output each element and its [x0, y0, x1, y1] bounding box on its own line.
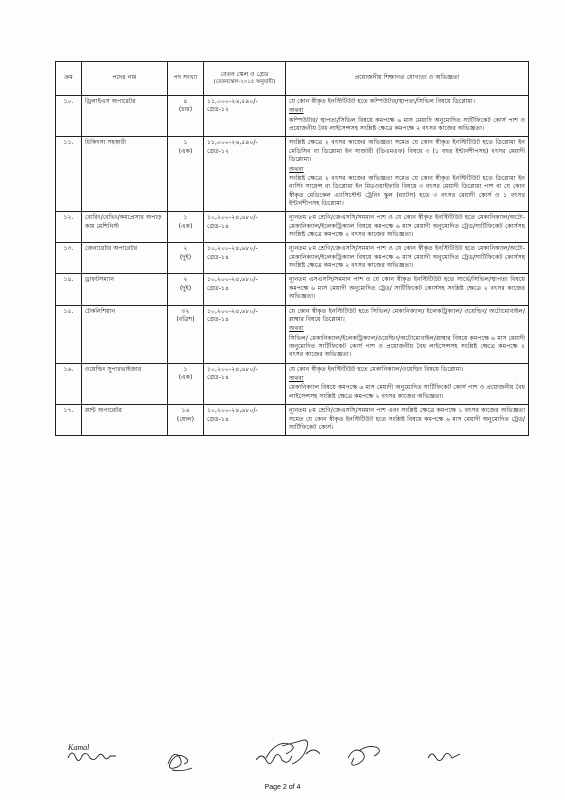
post-count-cell-line: ৩২	[181, 307, 190, 315]
post-name-cell-line: প্লান্ট অপারেটর	[85, 407, 122, 415]
signature-1-name: Kamal	[68, 743, 90, 752]
post-name-cell	[82, 274, 168, 305]
requirement-paragraph: কম্পিউটার/ স্থাপত্য/সিভিল বিষয়ে কমপক্ষে ৬ মাস মেয়াদি অনুমোদিত সার্টিফিকেট কোর্স পাশ ও প্রয়োজনীয় বৈধ লাইসেন্সসহ সংশ্লিষ্ট ক্ষেত্রে কমপক্ষে ২ বৎসর কাজের অভিজ্ঞতা।	[289, 116, 525, 133]
signature-strip	[60, 736, 540, 776]
page-number: Page 2 of 4	[264, 784, 301, 791]
header-post-count: পদ সংখ্যা	[168, 62, 204, 96]
header-requirements: প্রয়োজনীয় শিক্ষাগত যোগ্যতা ও অভিজ্ঞতা	[286, 62, 529, 96]
requirement-paragraph: অথবা	[289, 375, 304, 383]
header-post-name: পদের নাম	[82, 62, 168, 96]
pay-scale-cell	[204, 212, 286, 243]
post-name-cell	[82, 405, 168, 436]
pay-scale-cell-line: গ্রেড-১৪	[207, 284, 229, 292]
serial-cell	[56, 96, 82, 137]
requirement-paragraph: সিভিল/ মেকানিক্যাল/ইলেকট্রিক্যাল/ওয়েল্ডিং/অটোমোবাইল/প্লাম্বার বিষয়ে কমপক্ষে ৬ মাস মেয়াদী অনুমোদিত সার্টিফিকেট কোর্স পাশ ও প্রয়োজনীয় বৈধ লাইসেন্সসহ সংশ্লিষ্ট ক্ষেত্রে কমপক্ষে ২ বৎসর কাজের অভিজ্ঞতা।	[289, 334, 525, 359]
requirement-paragraph: যে কোন স্বীকৃত ইনস্টিটিউট হতে কম্পিউটার/স্থাপত্য/সিভিল বিষয়ে ডিপ্লোমা।	[289, 98, 475, 105]
qualification-table	[55, 61, 529, 436]
pay-scale-cell	[204, 305, 286, 363]
header-pay-scale-sub: (বেতনস্কেল-২০১৫ অনুযায়ী)	[213, 79, 276, 86]
table-row	[56, 305, 529, 363]
post-count-cell-line: (ষোল)	[176, 415, 195, 423]
requirement-paragraph: ন্যূনতম ৮ম শ্রেণি/জেএসসি/সমমান পাশ ও যে কোন স্বীকৃত ইনস্টিটিউট হতে মেকানিক্যাল/অটো-মেকানিক্যাল/ইলেকট্রিক্যাল বিষয়ে কমপক্ষে ৬ মাস মেয়াদী অনুমোদিত ট্রেড/সার্টিফিকেট কোর্সসহ সংশ্লিষ্ট ক্ষেত্রে কমপক্ষে ২ বৎসর কাজের অভিজ্ঞতা।	[289, 245, 525, 270]
post-name-cell-line: ড্রাফটসম্যান	[85, 276, 115, 284]
requirement-cell	[286, 96, 529, 137]
requirement-cell	[286, 305, 529, 363]
signature-4	[348, 746, 379, 765]
pay-scale-cell-line: ১০,২০০-২৪,৬৮০/-	[207, 214, 258, 222]
pay-scale-cell-line: ১০,২০০-২৪,৬৮০/-	[207, 307, 258, 315]
serial-cell	[56, 137, 82, 212]
serial-cell	[56, 305, 82, 363]
post-count-cell-line: (এক)	[178, 374, 193, 382]
post-count-cell-line: (বত্রিশ)	[176, 315, 195, 323]
post-name-cell-line: ড্রিলাইএস অপারেটর	[85, 98, 136, 105]
post-count-cell-line: ৪	[183, 98, 188, 105]
post-name-cell-line: ওয়েল্ডিং সুপারভাইজার	[85, 365, 142, 373]
post-name-cell	[82, 96, 168, 137]
post-name-cell	[82, 363, 168, 404]
header-serial: ক্রম	[56, 62, 82, 96]
pay-scale-cell-line: গ্রেড-১৪	[207, 374, 229, 382]
pay-scale-cell-line: গ্রেড-১২	[207, 147, 229, 155]
requirement-cell	[286, 363, 529, 404]
requirement-paragraph: সংশ্লিষ্ট ক্ষেত্রে ২ বৎসর কাজের অভিজ্ঞতা সমেত যে কোন স্বীকৃত ইনস্টিটিউট হতে ডিপ্লোমা ইন মেডিসিন বা ডিপ্লোমা ইন সার্জারী (ডিএমএফ) বিষয়ে ৩ (১ বছর ইন্টার্নশীপসহ) বৎসর মেয়াদী ডিপ্লোমা।	[289, 139, 525, 164]
serial-cell-line: ১০.	[63, 98, 74, 105]
pay-scale-cell	[204, 243, 286, 274]
requirement-paragraph: যে কোন স্বীকৃত ইনস্টিটিউট হতে মেকানিক্যাল/ওয়েল্ডিং বিষয়ে ডিপ্লোমা।	[289, 365, 464, 373]
pay-scale-cell-line: ১০,২০০-২৪,৬৮০/-	[207, 276, 258, 284]
serial-cell	[56, 274, 82, 305]
post-count-cell-line: (দুই)	[179, 253, 192, 261]
requirement-cell	[286, 274, 529, 305]
pay-scale-cell-line: গ্রেড-১৪	[207, 415, 229, 423]
table-row	[56, 212, 529, 243]
post-count-cell	[168, 137, 204, 212]
serial-cell-line: ১২.	[63, 214, 74, 222]
post-name-cell-line: চিকিৎসা সহকারী	[85, 139, 126, 147]
signatures-image	[60, 736, 540, 776]
requirement-paragraph: অথবা	[289, 165, 304, 173]
requirement-paragraph: যে কোন স্বীকৃত ইনস্টিটিউট হতে সিভিল/ মেকানিক্যাল/ ইলেকট্রিক্যাল/ ওয়েল্ডিং/ অটোমোবাইল/ প্লাম্বার বিষয়ে ডিপ্লোমা।	[289, 307, 525, 323]
pay-scale-cell-line: ১০,২০০-২৪,৬৮০/-	[207, 407, 258, 415]
requirement-paragraph: অথবা	[289, 325, 304, 333]
table-row	[56, 137, 529, 212]
table-row	[56, 274, 529, 305]
post-count-cell-line: ২	[183, 245, 188, 253]
pay-scale-cell	[204, 274, 286, 305]
signature-5	[428, 753, 460, 760]
table-row	[56, 243, 529, 274]
signature-1	[68, 753, 116, 761]
table-row	[56, 405, 529, 436]
signature-3	[256, 740, 320, 764]
post-count-cell	[168, 243, 204, 274]
post-count-cell-line: (এক)	[178, 147, 193, 155]
signature-2	[168, 754, 192, 771]
pay-scale-cell-line: ১০,২০০-২৪,৬৮০/-	[207, 365, 258, 373]
post-count-cell-line: ১	[183, 139, 188, 147]
pay-scale-cell-line: ১১,০০০-২৬,৫৯০/-	[207, 139, 258, 147]
requirement-paragraph: সংশ্লিষ্ট ক্ষেত্রে ২ বৎসর কাজের অভিজ্ঞতা সমেত যে কোন স্বীকৃত ইনস্টিটিউট হতে ডিপ্লোমা ইন নার্সিং সায়েন্স বা ডিপ্লোমা ইন মিডওয়াইফারি বিষয়ে ৩ বৎসর মেয়াদী ডিপ্লোমা পাশ বা যে কোন স্বীকৃত মেডিকেল এ্যাসিস্টেন্ট ট্রেনিং স্কুল (ম্যাটস) হতে ৩ বৎসর মেয়াদী কোর্স ও ১ বৎসর ইন্টার্নশীপসহ ডিপ্লোমা।	[289, 174, 525, 207]
post-count-cell	[168, 212, 204, 243]
serial-cell	[56, 363, 82, 404]
requirement-cell	[286, 405, 529, 436]
pay-scale-cell	[204, 96, 286, 137]
serial-cell	[56, 243, 82, 274]
post-count-cell	[168, 405, 204, 436]
post-count-cell	[168, 274, 204, 305]
post-count-cell	[168, 96, 204, 137]
post-count-cell-line: ১	[183, 365, 188, 373]
serial-cell-line: ১৩.	[63, 245, 74, 253]
pay-scale-cell-line: গ্রেড-১২	[207, 106, 229, 114]
requirement-paragraph: ন্যূনতম এসএসসি/সমমান পাশ ও যে কোন স্বীকৃত ইনস্টিটিউট হতে সার্ভে/সিভিল/স্থাপত্য বিষয়ে কমপক্ষে ৬ মাস মেয়াদী অনুমোদিত ট্রেড/ সার্টিফিকেট কোর্সসহ সংশ্লিষ্ট ক্ষেত্রে ২ বৎসর কাজের অভিজ্ঞতা।	[289, 276, 525, 301]
serial-cell	[56, 212, 82, 243]
post-name-cell-line: বোরিং/বেভিং/কমপ্রেসার অপাড় কাম মেশিনিস্ট	[85, 214, 162, 230]
post-count-cell-line: ১	[183, 214, 188, 222]
table-header-row	[56, 62, 529, 96]
pay-scale-cell-line: গ্রেড-১৪	[207, 253, 229, 261]
post-count-cell-line: (এক)	[178, 222, 193, 230]
serial-cell-line: ১৭.	[63, 407, 74, 415]
requirement-paragraph: মেকানিক্যাল বিষয়ে কমপক্ষে ৬ মাস মেয়াদী অনুমোদিত সার্টিফিকেট কোর্স পাশ ও প্রয়োজনীয় বৈধ লাইসেন্সসহ সংশ্লিষ্ট ক্ষেত্রে কমপক্ষে ২ বৎসর কাজের অভিজ্ঞতা।	[289, 384, 525, 400]
header-pay-scale-label: বেতন স্কেল ও গ্রেড	[220, 70, 269, 78]
serial-cell-line: ১৪.	[63, 276, 74, 284]
pay-scale-cell-line: গ্রেড-১৪	[207, 315, 229, 323]
post-count-cell	[168, 305, 204, 363]
pay-scale-cell	[204, 405, 286, 436]
post-count-cell-line: ২	[183, 276, 188, 284]
requirement-cell	[286, 137, 529, 212]
requirement-paragraph: ন্যূনতম ৮ম শ্রেণি/জেএসসি/সমমান পাশ ও যে কোন স্বীকৃত ইনস্টিটিউট হতে মেকানিক্যাল/অটো-মেকানিক্যাল/ইলেকট্রিক্যাল বিষয়ে কমপক্ষে ৬ মাস মেয়াদী অনুমোদিত ট্রেড/সার্টিফিকেট কোর্সসহ সংশ্লিষ্ট ক্ষেত্রে কমপক্ষে ২ বৎসর কাজের অভিজ্ঞতা।	[289, 214, 525, 239]
serial-cell-line: ১১.	[63, 139, 74, 147]
post-name-cell-line: জেনারেটর অপারেটর	[85, 245, 138, 253]
post-name-cell	[82, 212, 168, 243]
requirement-cell	[286, 212, 529, 243]
serial-cell	[56, 405, 82, 436]
table-row	[56, 363, 529, 404]
post-name-cell-line: টেকনিশিয়ান	[85, 307, 116, 315]
pay-scale-cell-line: গ্রেড-১৪	[207, 222, 229, 230]
post-name-cell	[82, 137, 168, 212]
table-body	[56, 96, 529, 436]
requirement-paragraph: ন্যূনতম ৮ম শ্রেণি/জেএসসি/সমমান পাশ এবং সংশ্লিষ্ট ক্ষেত্রে কমপক্ষে ১ বৎসর কাজের অভিজ্ঞতা সমেত যে কোন স্বীকৃত ইনস্টিটিউট হতে সংশ্লিষ্ট বিষয়ে কমপক্ষে ৬ মাস মেয়াদী অনুমোদিত ট্রেড/সার্টিফিকেট কোর্স।	[289, 407, 525, 431]
post-name-cell	[82, 305, 168, 363]
post-count-cell	[168, 363, 204, 404]
pay-scale-cell-line: ১০,২০০-২৪,৬৮০/-	[207, 245, 258, 253]
serial-cell-line: ১৫.	[63, 307, 74, 315]
post-count-cell-line: (দুই)	[179, 284, 192, 292]
post-count-cell-line: ১৬	[181, 407, 190, 415]
table-row	[56, 96, 529, 137]
serial-cell-line: ১৬.	[63, 365, 74, 373]
post-name-cell	[82, 243, 168, 274]
pay-scale-cell	[204, 363, 286, 404]
requirement-cell	[286, 243, 529, 274]
post-count-cell-line: (চার)	[178, 106, 193, 114]
requirement-paragraph: অথবা	[289, 107, 304, 115]
pay-scale-cell-line: ১১,০০০-২৬,৫৯০/-	[207, 98, 258, 105]
pay-scale-cell	[204, 137, 286, 212]
header-pay-scale	[204, 62, 286, 96]
